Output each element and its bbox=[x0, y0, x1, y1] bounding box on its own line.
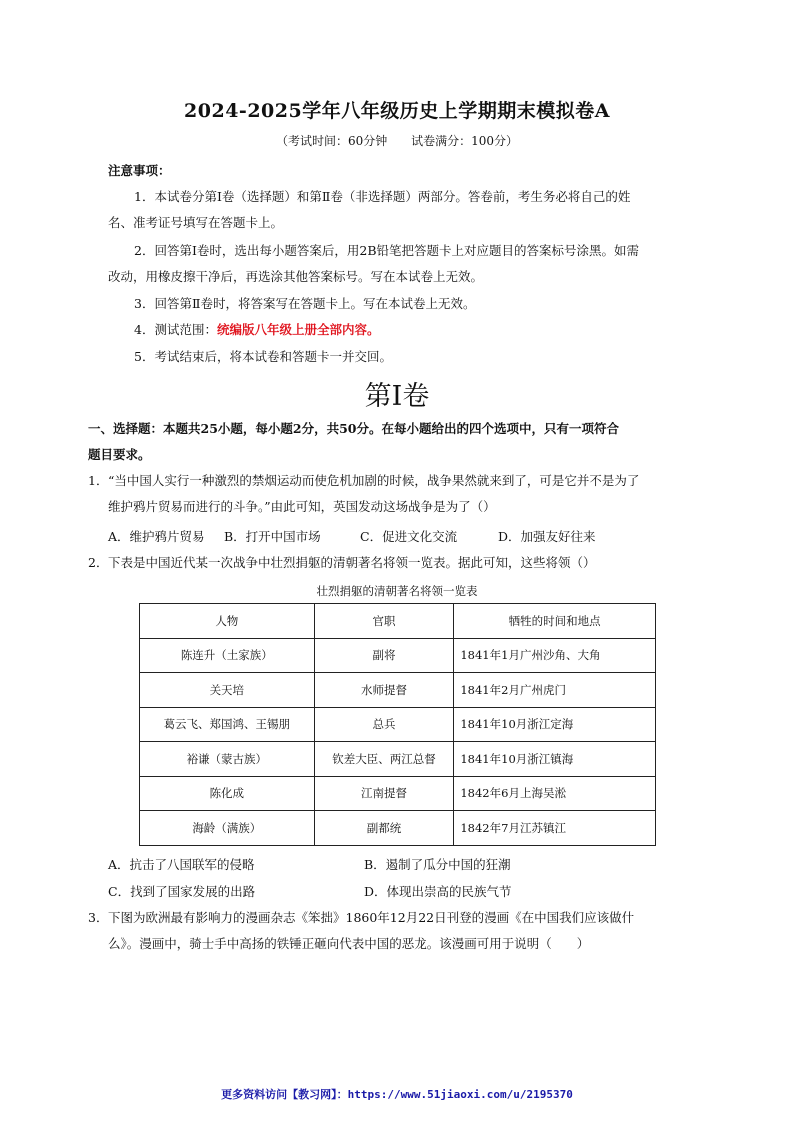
section-heading-line2: 题目要求。 bbox=[88, 447, 151, 462]
exam-time: （考试时间：60分钟 bbox=[275, 134, 388, 148]
notice-item-5: 5．考试结束后，将本试卷和答题卡一并交回。 bbox=[134, 349, 392, 364]
notice-item-4 bbox=[108, 317, 712, 343]
notice-heading: 注意事项： bbox=[108, 163, 171, 178]
table-cell-office: 副将 bbox=[314, 638, 454, 673]
question-2-number: 2． bbox=[88, 555, 109, 570]
question-1-option-c[interactable]: C．促进文化交流 bbox=[360, 529, 458, 544]
question-3-stem bbox=[88, 905, 714, 931]
notice-item-2 bbox=[108, 238, 712, 290]
question-3-number: 3． bbox=[88, 910, 109, 925]
table-cell-death: 1841年2月广州虎门 bbox=[454, 673, 656, 708]
question-2-option-d[interactable]: D．体现出崇高的民族气节 bbox=[364, 884, 512, 899]
question-3-line1: 下图为欧洲最有影响力的漫画杂志《笨拙》1860年12月22日刊登的漫画《在中国我们应该做什 bbox=[108, 910, 635, 925]
table-cell-person: 裕谦（蒙古族） bbox=[140, 742, 315, 777]
table-cell-person: 葛云飞、郑国鸿、王锡朋 bbox=[140, 707, 315, 742]
question-1-option-b[interactable]: B．打开中国市场 bbox=[224, 529, 321, 544]
notice-item-1-line1: 1．本试卷分第Ⅰ卷（选择题）和第Ⅱ卷（非选择题）两部分。答卷前，考生务必将自己的姓 bbox=[134, 189, 631, 204]
table-cell-death: 1841年10月浙江镇海 bbox=[454, 742, 656, 777]
question-2-option-a[interactable]: A．抗击了八国联军的侵略 bbox=[108, 857, 255, 872]
table-header-cell: 官职 bbox=[314, 604, 454, 639]
table-cell-person: 陈连升（土家族） bbox=[140, 638, 315, 673]
table-header-cell: 人物 bbox=[140, 604, 315, 639]
table-cell-death: 1842年6月上海吴淞 bbox=[454, 776, 656, 811]
question-1-stem bbox=[88, 468, 714, 494]
question-2-options-row1 bbox=[108, 855, 511, 873]
volume-heading: 第Ⅰ卷 bbox=[364, 381, 430, 412]
table-cell-death: 1842年7月江苏镇江 bbox=[454, 811, 656, 846]
notice-item-1-line2: 名、准考证号填写在答题卡上。 bbox=[108, 215, 284, 230]
question-2-options-row2 bbox=[108, 882, 512, 900]
table-header-row bbox=[140, 604, 656, 639]
question-1-line2: 维护鸦片贸易而进行的斗争。”由此可知，英国发动这场战争是为了（） bbox=[108, 499, 496, 514]
question-2-stem bbox=[88, 550, 714, 576]
question-3-line2: 么》。漫画中，骑士手中高扬的铁锤正砸向代表中国的恶龙。该漫画可用于说明（ ） bbox=[108, 936, 590, 951]
notice-item-1 bbox=[108, 184, 712, 236]
table-cell-office: 副都统 bbox=[314, 811, 454, 846]
table-row bbox=[140, 776, 656, 811]
question-1-number: 1． bbox=[88, 473, 109, 488]
exam-score: 试卷满分：100分） bbox=[411, 134, 518, 148]
table-row bbox=[140, 742, 656, 777]
table-cell-office: 钦差大臣、两江总督 bbox=[314, 742, 454, 777]
table-row bbox=[140, 673, 656, 708]
notice-item-4-prefix: 4．测试范围： bbox=[134, 322, 217, 337]
table-caption: 壮烈捐躯的清朝著名将领一览表 bbox=[316, 584, 478, 598]
table-cell-office: 江南提督 bbox=[314, 776, 454, 811]
exam-title: 2024-2025学年八年级历史上学期期末模拟卷A bbox=[184, 100, 610, 122]
notice-item-4-scope: 统编版八年级上册全部内容。 bbox=[216, 322, 380, 337]
question-1-option-d[interactable]: D．加强友好往来 bbox=[498, 529, 596, 544]
table-cell-office: 水师提督 bbox=[314, 673, 454, 708]
question-1-option-a[interactable]: A．维护鸦片贸易 bbox=[108, 529, 205, 544]
table-header-cell: 牺牲的时间和地点 bbox=[454, 604, 656, 639]
section-heading-line1: 一、选择题：本题共25小题，每小题2分，共50分。在每小题给出的四个选项中，只有一项符合 bbox=[88, 421, 619, 436]
table-cell-death: 1841年10月浙江定海 bbox=[454, 707, 656, 742]
question-2-option-c[interactable]: C．找到了国家发展的出路 bbox=[108, 884, 256, 899]
notice-item-3: 3．回答第Ⅱ卷时，将答案写在答题卡上。写在本试卷上无效。 bbox=[134, 296, 476, 311]
question-2-option-b[interactable]: B．遏制了瓜分中国的狂潮 bbox=[364, 857, 511, 872]
notice-item-2-line1: 2．回答第Ⅰ卷时，选出每小题答案后，用2B铅笔把答题卡上对应题目的答案标号涂黑。如需 bbox=[134, 243, 640, 258]
table-cell-person: 海龄（满族） bbox=[140, 811, 315, 846]
table-row bbox=[140, 638, 656, 673]
table-row bbox=[140, 811, 656, 846]
notice-item-2-line2: 改动，用橡皮擦干净后，再选涂其他答案标号。写在本试卷上无效。 bbox=[108, 269, 484, 284]
table-row bbox=[140, 707, 656, 742]
footer-link[interactable]: 更多资料访问【教习网】：https://www.51jiaoxi.com/u/2195370 bbox=[221, 1088, 573, 1101]
generals-table bbox=[139, 603, 656, 846]
section-heading bbox=[88, 416, 714, 468]
exam-subtitle bbox=[0, 132, 794, 149]
question-1-line1: “当中国人实行一种激烈的禁烟运动而使危机加剧的时候，战争果然就来到了，可是它并不是为了 bbox=[108, 473, 640, 488]
question-2-line1: 下表是中国近代某一次战争中壮烈捐躯的清朝著名将领一览表。据此可知，这些将领（） bbox=[108, 555, 596, 570]
table-cell-person: 陈化成 bbox=[140, 776, 315, 811]
question-1-options bbox=[108, 527, 596, 545]
table-cell-office: 总兵 bbox=[314, 707, 454, 742]
table-cell-person: 关天培 bbox=[140, 673, 315, 708]
table-cell-death: 1841年1月广州沙角、大角 bbox=[454, 638, 656, 673]
